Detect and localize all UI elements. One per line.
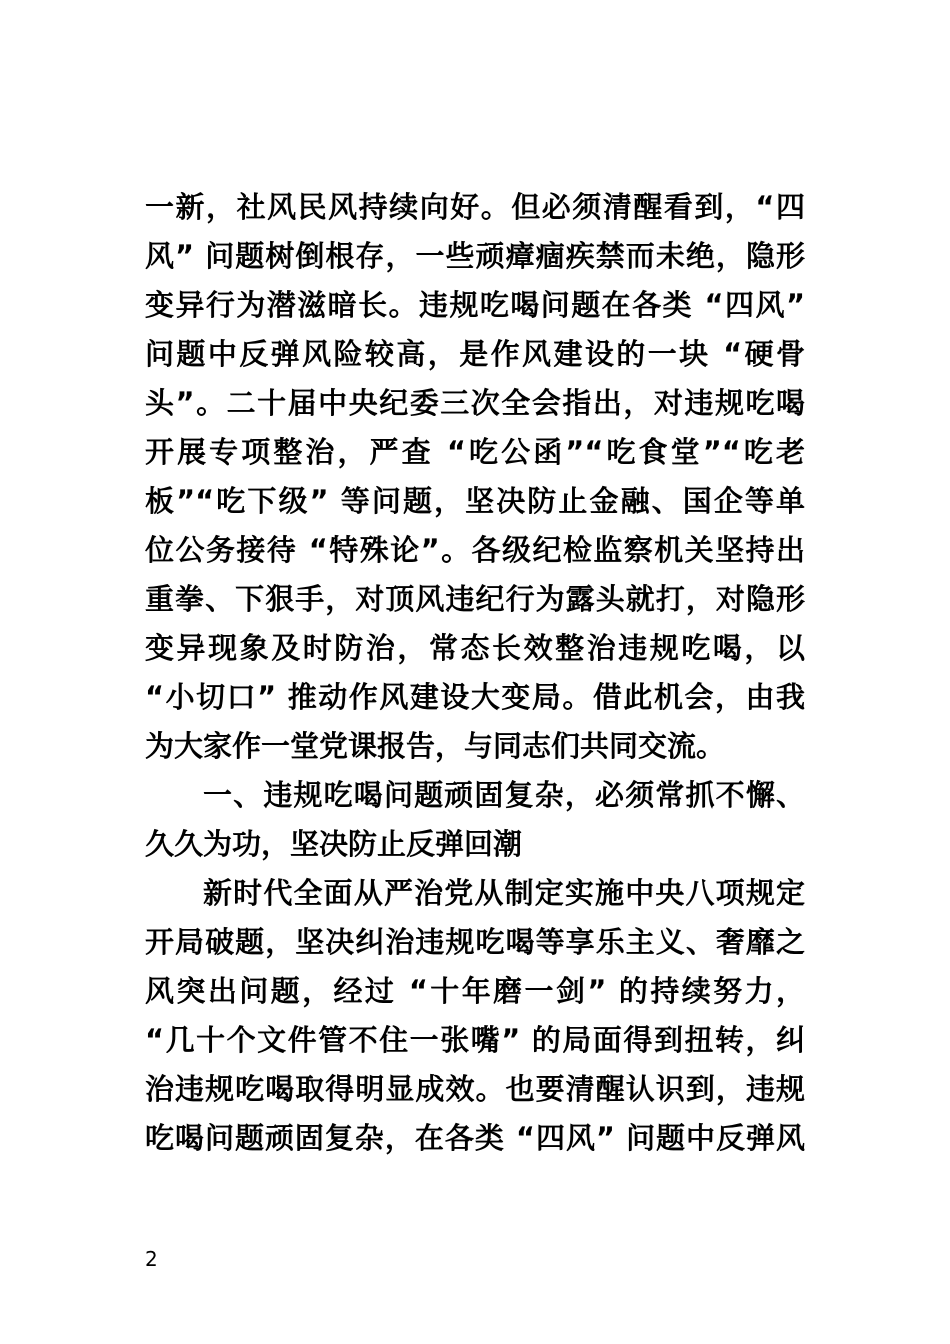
text-line-7: 板”“吃下级” 等问题，坚决防止金融、国企等单 [145, 484, 805, 518]
text-line-11: “小切口” 推动作风建设大变局。借此机会，由我 [145, 680, 805, 714]
text-line-9: 重拳、下狠手，对顶风违纪行为露头就打，对隐形 [145, 582, 805, 616]
text-line-18: “几十个文件管不住一张嘴” 的局面得到扭转，纠 [145, 1023, 805, 1057]
text-line-4: 问题中反弹风险较高，是作风建设的一块 “硬骨 [145, 337, 805, 371]
text-line-19: 治违规吃喝取得明显成效。也要清醒认识到，违规 [145, 1072, 805, 1106]
text-line-1: 一新，社风民风持续向好。但必须清醒看到，“四 [145, 190, 805, 224]
text-line-12: 为大家作一堂党课报告，与同志们共同交流。 [145, 729, 726, 763]
text-line-17: 风突出问题，经过 “十年磨一剑” 的持续努力， [145, 974, 805, 1008]
section-heading-line-2: 久久为功，坚决防止反弹回潮 [145, 827, 523, 861]
text-line-2: 风” 问题树倒根存，一些顽瘴痼疾禁而未绝，隐形 [145, 239, 805, 273]
text-line-3: 变异行为潜滋暗长。违规吃喝问题在各类 “四风” [145, 288, 805, 322]
text-line-5: 头”。二十届中央纪委三次全会指出，对违规吃喝 [145, 386, 805, 420]
text-line-10: 变异现象及时防治，常态长效整治违规吃喝，以 [145, 631, 805, 665]
text-line-8: 位公务接待 “特殊论”。各级纪检监察机关坚持出 [145, 533, 805, 567]
text-line-6: 开展专项整治，严查 “吃公函”“吃食堂”“吃老 [145, 435, 805, 469]
section-heading-line-1: 一、违规吃喝问题顽固复杂，必须常抓不懈、 [203, 778, 805, 812]
page-number: 2 [145, 1247, 158, 1271]
text-line-16: 开局破题，坚决纠治违规吃喝等享乐主义、奢靡之 [145, 925, 805, 959]
text-line-15: 新时代全面从严治党从制定实施中央八项规定 [203, 876, 805, 910]
text-line-20: 吃喝问题顽固复杂，在各类 “四风” 问题中反弹风 [145, 1121, 805, 1155]
